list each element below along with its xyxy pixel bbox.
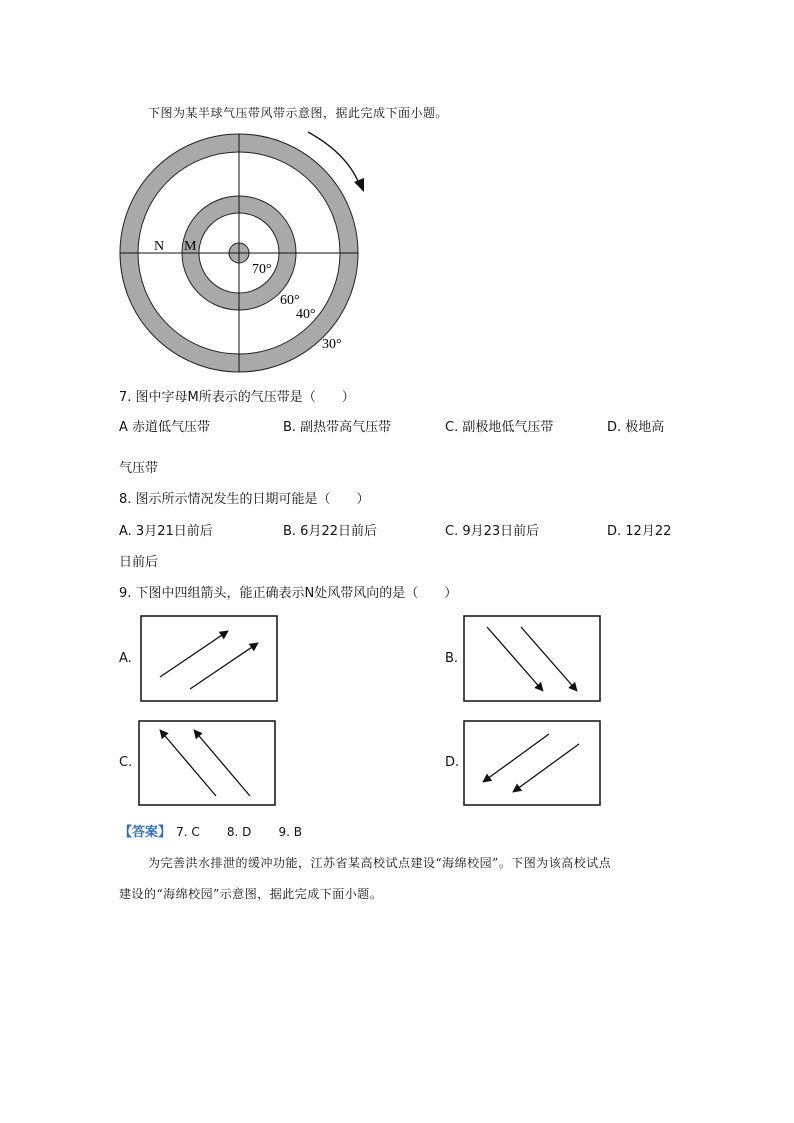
q7-option-d-continuation: 气压带 [119,461,159,476]
q8-option-c: C. 9月23日前后 [445,524,540,539]
question-7-stem: 7. 图中字母M所表示的气压带是（ ） [119,390,355,405]
rotation-arrowhead [354,178,364,192]
q8-option-a: A. 3月21日前后 [119,524,213,539]
q9-option-d-figure [461,718,605,810]
answer-label: 【答案】 [119,825,172,840]
intro-text-1: 下图为某半球气压带风带示意图，据此完成下面小题。 [148,106,449,120]
answer-7: 7. C [176,825,200,839]
option-b-frame [464,616,600,701]
question-9-stem: 9. 下图中四组箭头，能正确表示N处风带风向的是（ ） [119,586,458,601]
option-a-frame [141,616,277,701]
option-b-arrow-1 [487,627,543,691]
question-8-stem: 8. 图示所示情况发生的日期可能是（ ） [119,492,370,507]
label-n: N [154,239,165,254]
answer-line [119,821,302,840]
q9-option-a-figure [138,613,282,705]
option-d-arrow-2 [513,744,579,792]
q8-option-d: D. 12月22 [607,524,672,539]
label-40: 40° [296,307,316,322]
label-60: 60° [280,293,300,308]
label-30: 30° [322,337,342,352]
intro-text-2-line-1: 为完善洪水排泄的缓冲功能，江苏省某高校试点建设“海绵校园”。下图为该高校试点 [148,856,612,870]
q7-option-d: D. 极地高 [607,420,665,435]
answer-9: 9. B [278,825,302,839]
answer-8: 8. D [226,825,252,839]
q9-option-b-label: B. [445,651,459,666]
intro-text-2-line-2: 建设的“海绵校园”示意图，据此完成下面小题。 [119,887,383,901]
q9-option-c-label: C. [119,755,133,770]
q8-option-d-continuation: 日前后 [119,555,159,570]
q9-option-c-figure [136,718,280,810]
option-d-frame [464,721,600,805]
q7-option-c: C. 副极地低气压带 [445,420,554,435]
q9-option-b-figure [461,613,605,705]
q7-option-a: A 赤道低气压带 [119,420,211,435]
q7-option-b: B. 副热带高气压带 [283,420,392,435]
option-c-frame [139,721,275,805]
pressure-belt-diagram [112,128,372,378]
option-b-arrow-2 [521,627,577,691]
option-c-arrow-2 [194,730,250,796]
q9-option-a-label: A. [119,651,132,666]
option-d-arrow-1 [483,734,549,782]
q8-option-b: B. 6月22日前后 [283,524,377,539]
label-m: M [184,239,197,254]
q9-option-d-label: D. [445,755,460,770]
label-70: 70° [252,262,272,277]
option-c-arrow-1 [160,730,216,796]
